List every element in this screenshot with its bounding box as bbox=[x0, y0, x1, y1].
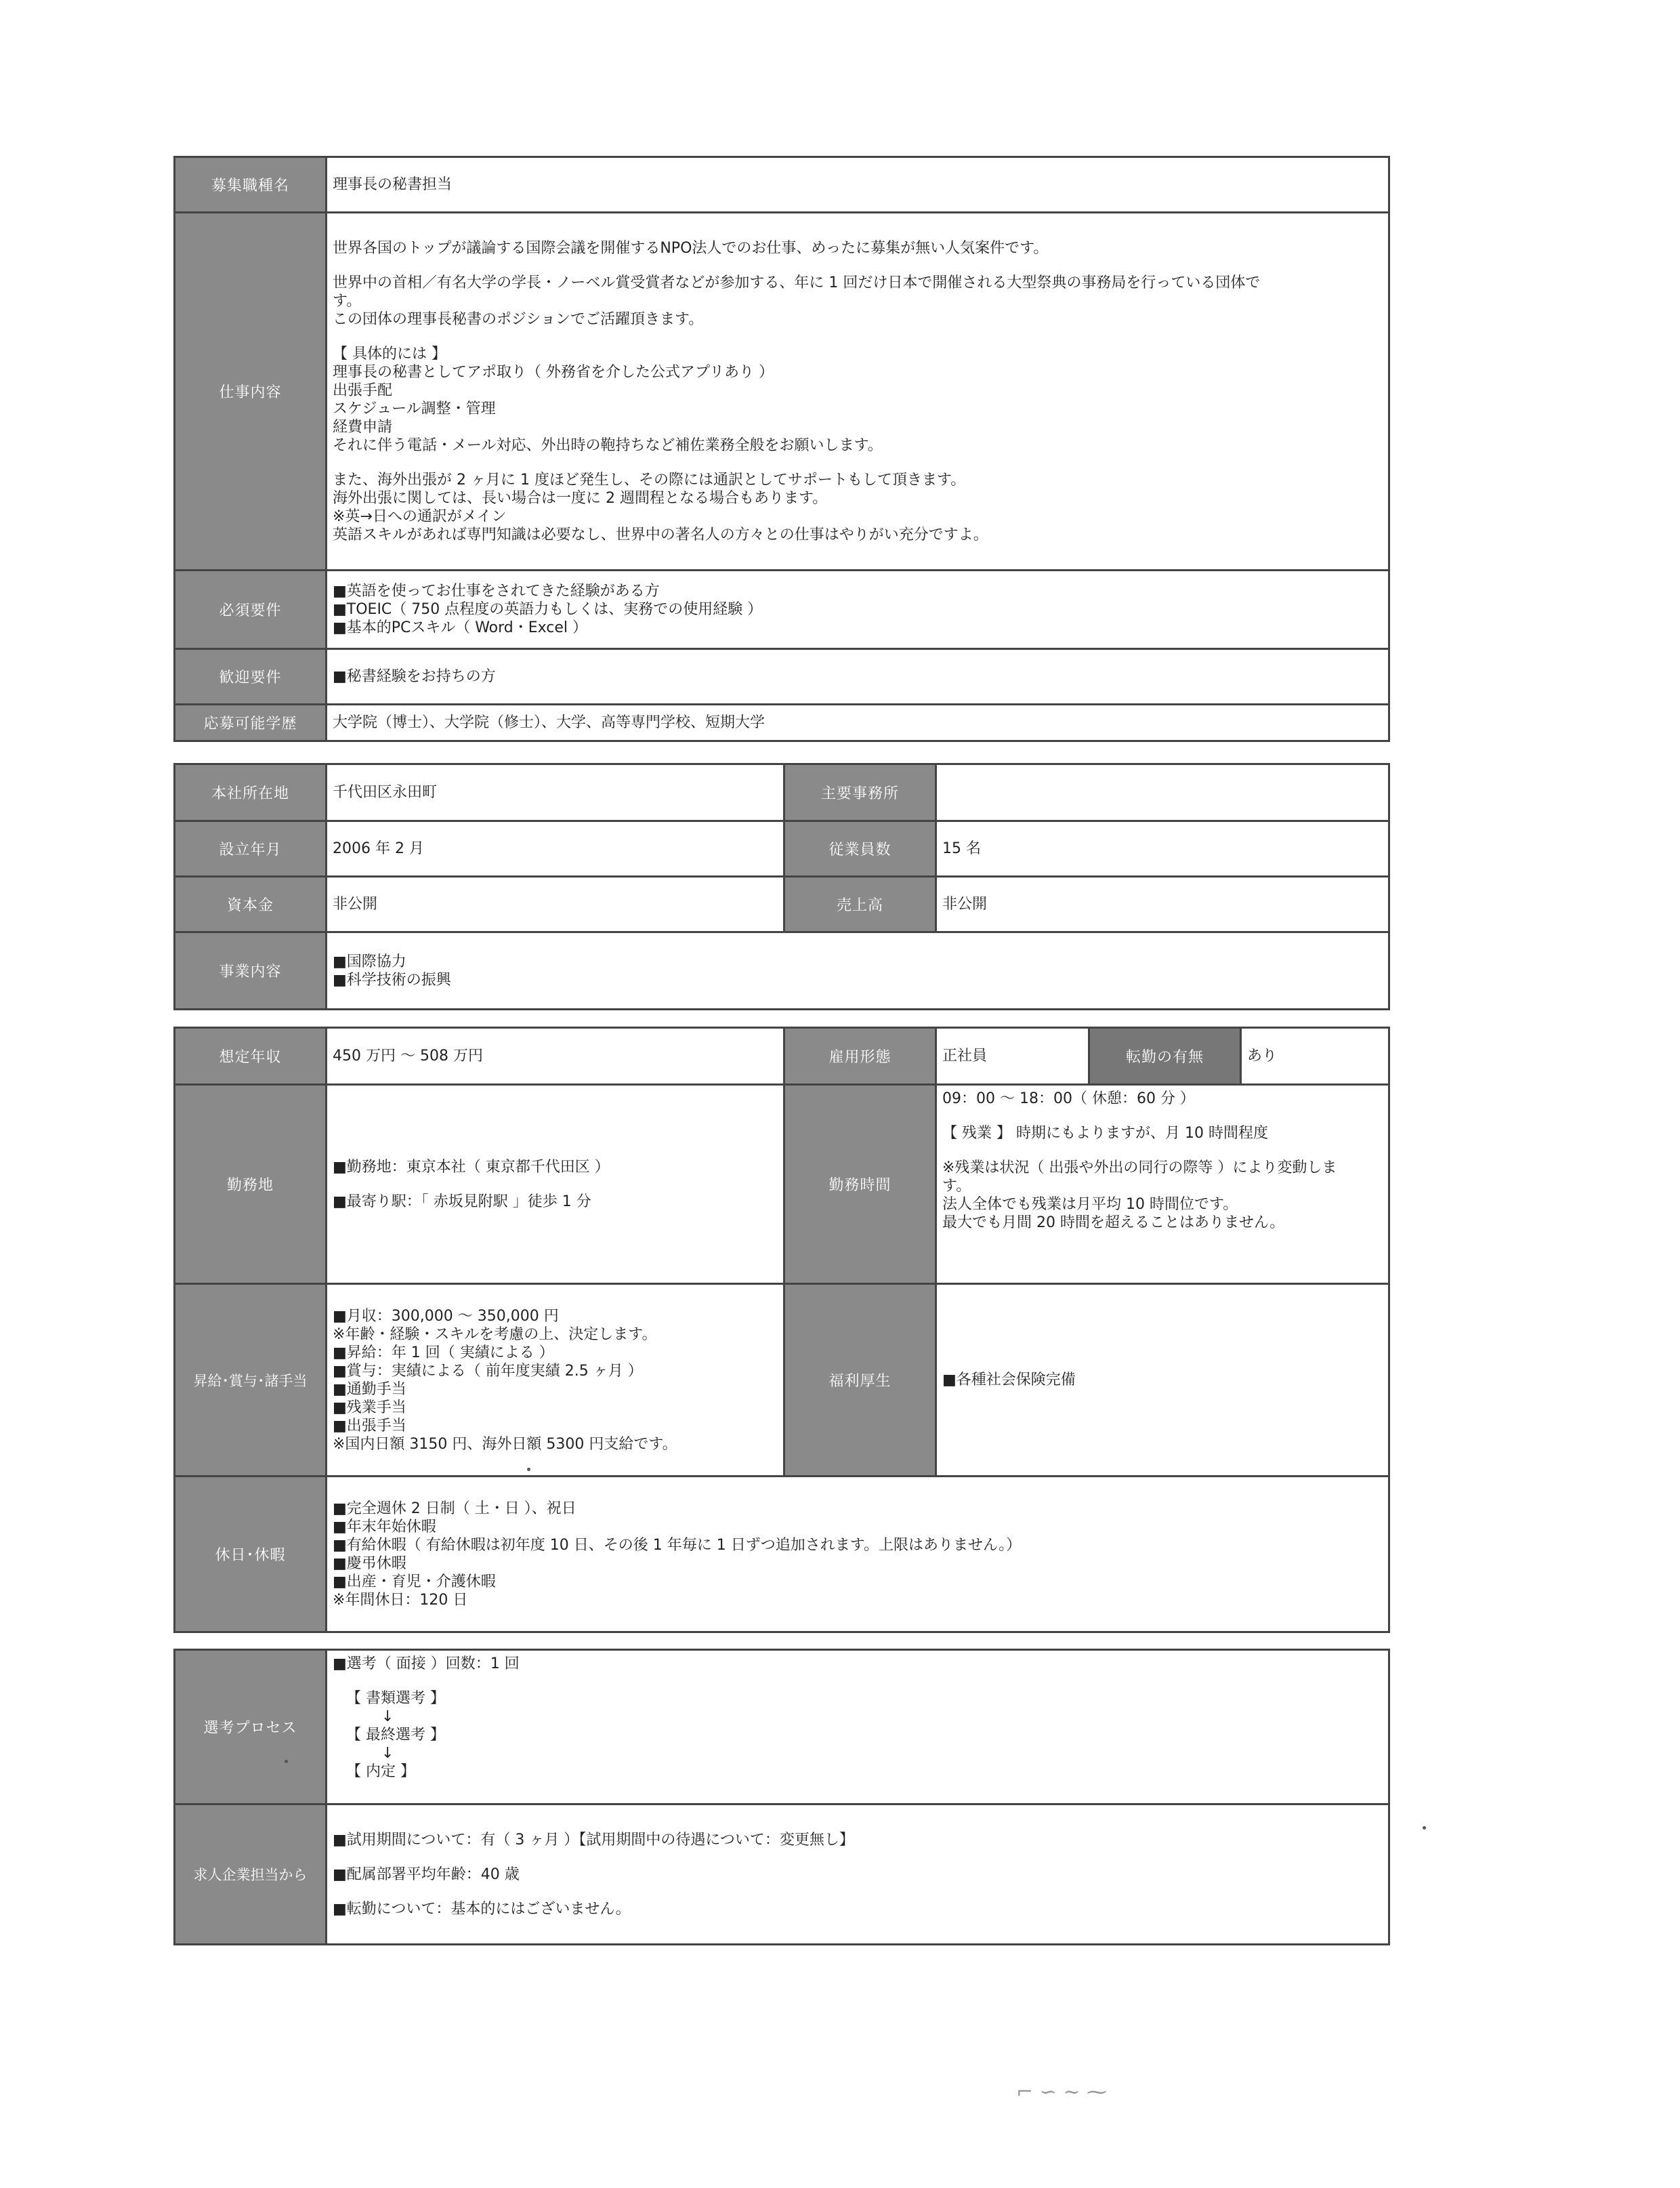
note-line: ■試用期間について：有（ 3 ヶ月 ）【試用期間中の待遇について：変更無し】 bbox=[333, 1831, 854, 1849]
welfare-value: ■各種社会保険完備 bbox=[936, 1284, 1389, 1477]
employment-label: 雇用形態 bbox=[784, 1028, 936, 1085]
business-label: 事業内容 bbox=[175, 932, 327, 1010]
location-item: ■勤務地：東京本社（ 東京都千代田区 ） bbox=[333, 1158, 610, 1176]
desc-line: スケジュール調整・管理 bbox=[333, 400, 496, 417]
desc-line: 経費申請 bbox=[333, 418, 393, 436]
office-value bbox=[936, 764, 1389, 821]
holiday-line: ■慶弔休暇 bbox=[333, 1554, 406, 1572]
pay-value bbox=[327, 1284, 784, 1477]
process-value bbox=[327, 1650, 1389, 1804]
holiday-line: ■完全週休 2 日制（ 土・日 ）、祝日 bbox=[333, 1500, 576, 1517]
capital-value: 非公開 bbox=[327, 877, 784, 932]
job-description bbox=[327, 213, 1389, 571]
scan-speck bbox=[285, 1760, 288, 1763]
holiday-line: ■年末年始休暇 bbox=[333, 1518, 436, 1535]
transfer-value: あり bbox=[1241, 1028, 1389, 1085]
stage-offer: 【 内定 】 bbox=[346, 1763, 415, 1780]
holiday-label: 休日･休暇 bbox=[175, 1477, 327, 1632]
pay-line: ※国内日額 3150 円、海外日額 5300 円支給です。 bbox=[333, 1435, 677, 1453]
stage-document-screening: 【 書類選考 】 bbox=[346, 1690, 445, 1707]
location-label: 勤務地 bbox=[175, 1085, 327, 1284]
down-arrow-icon: ↓ bbox=[381, 1745, 394, 1762]
scan-speck bbox=[527, 1468, 530, 1471]
business-value bbox=[327, 932, 1389, 1010]
hours-line: 09：00 ～ 18：00（ 休憩：60 分 ） bbox=[942, 1090, 1195, 1107]
requirements bbox=[327, 571, 1389, 649]
hq-label: 本社所在地 bbox=[175, 764, 327, 821]
desc-line: 出張手配 bbox=[333, 381, 393, 399]
scan-speck bbox=[1423, 1826, 1426, 1830]
hq-value: 千代田区永田町 bbox=[327, 764, 784, 821]
desc-line: 世界中の首相／有名大学の学長・ノーベル賞受賞者などが参加する、年に 1 回だけ日本で開催される大型祭典の事務局を行っている団体で bbox=[333, 274, 1261, 291]
pay-label: 昇給･賞与･諸手当 bbox=[175, 1284, 327, 1477]
holiday-value bbox=[327, 1477, 1389, 1632]
sales-label: 売上高 bbox=[784, 877, 936, 932]
desc-line: それに伴う電話・メール対応、外出時の鞄持ちなど補佐業務全般をお願いします。 bbox=[333, 436, 883, 454]
handwritten-mark: ⌐ ∽ ∼ ⁓ bbox=[1016, 2080, 1108, 2104]
requirement-item: ■英語を使ってお仕事をされてきた経験がある方 bbox=[333, 583, 660, 600]
note-line: ■配属部署平均年齢：40 歳 bbox=[333, 1865, 520, 1883]
pay-line: ■出張手当 bbox=[333, 1417, 406, 1434]
job-title-value: 理事長の秘書担当 bbox=[327, 157, 1389, 213]
location-item: ■最寄り駅：「 赤坂見附駅 」徒歩 1 分 bbox=[333, 1193, 591, 1210]
location-value bbox=[327, 1085, 784, 1284]
pay-line: ■昇給：年 1 回（ 実績による ） bbox=[333, 1344, 554, 1361]
founded-label: 設立年月 bbox=[175, 821, 327, 877]
holiday-line: ■出産・育児・介護休暇 bbox=[333, 1573, 496, 1590]
hours-line: 【 残業 】 時期にもよりますが、月 10 時間程度 bbox=[942, 1125, 1268, 1142]
hours-line: ※残業は状況（ 出張や外出の同行の際等 ）により変動しま bbox=[942, 1159, 1337, 1176]
hours-line: 法人全体でも残業は月平均 10 時間位です。 bbox=[942, 1196, 1238, 1213]
pay-line: ■残業手当 bbox=[333, 1399, 406, 1416]
desc-line: また、海外出張が 2 ヶ月に 1 度ほど発生し、その際には通訳としてサポートもして頂きます。 bbox=[333, 471, 966, 489]
founded-value: 2006 年 2 月 bbox=[327, 821, 784, 877]
desc-line: 理事長の秘書としてアポ取り（ 外務省を介した公式アプリあり ） bbox=[333, 363, 774, 381]
requirements-label: 必須要件 bbox=[175, 571, 327, 649]
desc-line: ※英→日への通訳がメイン bbox=[333, 508, 507, 525]
desc-line: この団体の理事長秘書のポジションでご活躍頂きます。 bbox=[333, 310, 704, 328]
desc-line: 【 具体的には 】 bbox=[333, 345, 446, 363]
pay-line: ■月収：300,000 ～ 350,000 円 bbox=[333, 1307, 559, 1325]
recruiter-notes bbox=[327, 1804, 1389, 1945]
hours-value bbox=[936, 1085, 1389, 1284]
welcome-label: 歓迎要件 bbox=[175, 649, 327, 705]
terms-section bbox=[173, 1027, 1390, 1633]
rounds-line: ■選考（ 面接 ）回数：1 回 bbox=[333, 1655, 520, 1672]
capital-label: 資本金 bbox=[175, 877, 327, 932]
employment-value: 正社員 bbox=[936, 1028, 1089, 1085]
job-title-label: 募集職種名 bbox=[175, 157, 327, 213]
company-section bbox=[173, 763, 1390, 1010]
transfer-label: 転勤の有無 bbox=[1089, 1028, 1241, 1085]
business-item: ■国際協力 bbox=[333, 953, 406, 970]
requirement-item: ■基本的PCスキル（ Word・Excel ） bbox=[333, 619, 588, 636]
requirement-item: ■TOEIC（ 750 点程度の英語力もしくは、実務での使用経験 ） bbox=[333, 601, 763, 618]
welfare-label: 福利厚生 bbox=[784, 1284, 936, 1477]
desc-line: 海外出張に関しては、長い場合は一度に 2 週間程となる場合もあります。 bbox=[333, 489, 828, 507]
desc-line: す。 bbox=[333, 292, 362, 310]
recruiter-note-label: 求人企業担当から bbox=[175, 1804, 327, 1945]
hours-line: 最大でも月間 20 時間を超えることはありません。 bbox=[942, 1214, 1285, 1231]
stage-final-screening: 【 最終選考 】 bbox=[346, 1727, 445, 1743]
employees-value: 15 名 bbox=[936, 821, 1389, 877]
job-section bbox=[173, 156, 1390, 742]
sales-value: 非公開 bbox=[936, 877, 1389, 932]
hours-label: 勤務時間 bbox=[784, 1085, 936, 1284]
pay-line: ■賞与：実績による（ 前年度実績 2.5 ヶ月 ） bbox=[333, 1362, 643, 1380]
pay-line: ※年齢・経験・スキルを考慮の上、決定します。 bbox=[333, 1325, 657, 1343]
holiday-line: ※年間休日：120 日 bbox=[333, 1591, 468, 1609]
education-value: 大学院（博士）、大学院（修士）、大学、高等専門学校、短期大学 bbox=[327, 705, 1389, 741]
hours-line: す。 bbox=[942, 1178, 971, 1195]
selection-section bbox=[173, 1649, 1390, 1945]
desc-line: 世界各国のトップが議論する国際会議を開催するNPO法人でのお仕事、めったに募集が無い人気案件です。 bbox=[333, 239, 1049, 257]
welcome-value: ■秘書経験をお持ちの方 bbox=[327, 649, 1389, 705]
office-label: 主要事務所 bbox=[784, 764, 936, 821]
desc-line: 英語スキルがあれば専門知識は必要なし、世界中の著名人の方々との仕事はやりがい充分ですよ。 bbox=[333, 526, 988, 543]
pay-line: ■通勤手当 bbox=[333, 1380, 406, 1398]
process-label: 選考プロセス bbox=[175, 1650, 327, 1804]
salary-value: 450 万円 ～ 508 万円 bbox=[327, 1028, 784, 1085]
employees-label: 従業員数 bbox=[784, 821, 936, 877]
down-arrow-icon: ↓ bbox=[381, 1708, 394, 1725]
education-label: 応募可能学歴 bbox=[175, 705, 327, 741]
holiday-line: ■有給休暇（ 有給休暇は初年度 10 日、その後 1 年毎に 1 日ずつ追加されます。上限はありません。） bbox=[333, 1536, 1022, 1554]
job-description-label: 仕事内容 bbox=[175, 213, 327, 571]
salary-label: 想定年収 bbox=[175, 1028, 327, 1085]
note-line: ■転勤について：基本的にはございません。 bbox=[333, 1900, 631, 1918]
business-item: ■科学技術の振興 bbox=[333, 971, 451, 989]
